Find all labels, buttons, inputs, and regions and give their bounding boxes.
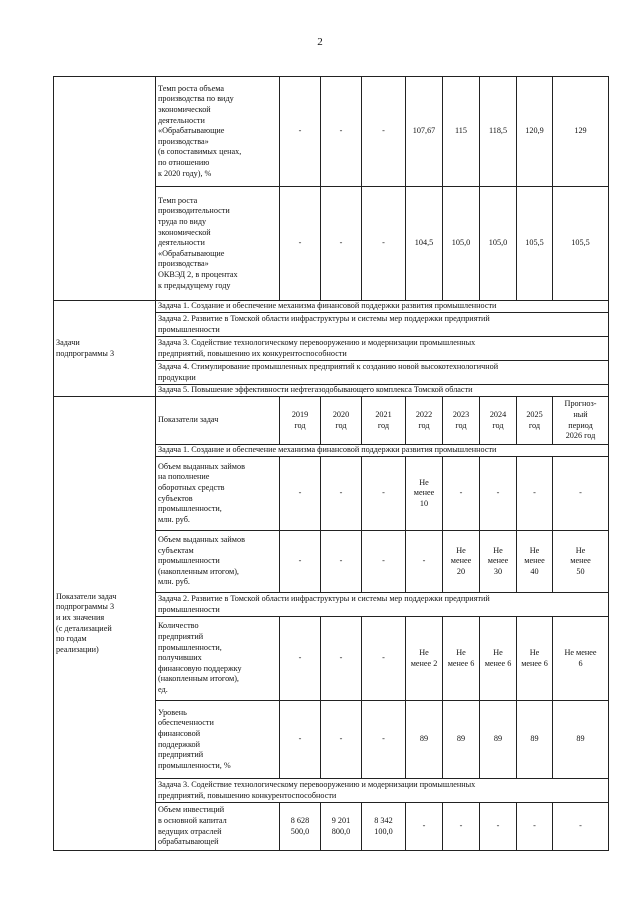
- indicator-name: Объем выданных займов на пополнение оборотных средств субъектов промышленности, млн. руб.: [156, 457, 280, 531]
- value-cell: Не менее 20: [443, 531, 480, 593]
- task-item: Задача 3. Содействие технологическому перевооружению и модернизации промышленных предприятий, повышению их конкурентоспособности: [156, 337, 609, 361]
- value-cell: -: [280, 187, 321, 301]
- value-cell: -: [362, 701, 406, 779]
- value-cell: -: [321, 77, 362, 187]
- indicator-name: Объем инвестиций в основной капитал ведущих отраслей обрабатывающей: [156, 803, 280, 851]
- indicator-name: Темп роста производительности труда по виду экономической деятельности «Обрабатывающие производства» ОКВЭД 2, в процентах к предыдущему году: [156, 187, 280, 301]
- value-cell: -: [362, 77, 406, 187]
- task-heading: Задача 2. Развитие в Томской области инфраструктуры и системы мер поддержки предприятий промышленности: [156, 593, 609, 617]
- indicator-name: Объем выданных займов субъектам промышленности (накопленным итогом), млн. руб.: [156, 531, 280, 593]
- empty-left-cell: [54, 77, 156, 301]
- value-cell: -: [280, 617, 321, 701]
- value-cell: 120,9: [517, 77, 553, 187]
- value-cell: -: [321, 187, 362, 301]
- task-item: Задача 1. Создание и обеспечение механизма финансовой поддержки развития промышленности: [156, 301, 609, 313]
- value-cell: -: [406, 531, 443, 593]
- task-item: Задача 5. Повышение эффективности нефтегазодобывающего комплекса Томской области: [156, 385, 609, 397]
- value-cell: 105,0: [480, 187, 517, 301]
- value-cell: 89: [517, 701, 553, 779]
- table-row: [54, 77, 609, 187]
- value-cell: -: [480, 457, 517, 531]
- task-heading: Задача 1. Создание и обеспечение механизма финансовой поддержки развития промышленности: [156, 445, 609, 457]
- value-cell: 89: [553, 701, 609, 779]
- task-item: Задача 4. Стимулирование промышленных предприятий к созданию новой высокотехнологичной продукции: [156, 361, 609, 385]
- value-cell: 89: [443, 701, 480, 779]
- value-cell: -: [321, 531, 362, 593]
- value-cell: Не менее 6: [553, 617, 609, 701]
- column-header: 2020 год: [321, 397, 362, 445]
- value-cell: Не менее 6: [443, 617, 480, 701]
- column-header: 2021 год: [362, 397, 406, 445]
- page-number: 2: [317, 36, 323, 48]
- value-cell: 115: [443, 77, 480, 187]
- value-cell: -: [517, 457, 553, 531]
- indicator-name: Темп роста объема производства по виду экономической деятельности «Обрабатывающие производства» (в сопоставимых ценах, по отношению к 2020 году), %: [156, 77, 280, 187]
- table-row: [54, 301, 609, 313]
- value-cell: 129: [553, 77, 609, 187]
- column-header: Показатели задач: [156, 397, 280, 445]
- column-header: Прогноз- ный период 2026 год: [553, 397, 609, 445]
- value-cell: -: [480, 803, 517, 851]
- value-cell: -: [280, 531, 321, 593]
- value-cell: -: [280, 77, 321, 187]
- value-cell: -: [280, 457, 321, 531]
- value-cell: Не менее 6: [517, 617, 553, 701]
- value-cell: -: [362, 457, 406, 531]
- table-header-row: [54, 397, 609, 445]
- column-header: 2019 год: [280, 397, 321, 445]
- value-cell: Не менее 30: [480, 531, 517, 593]
- value-cell: -: [321, 457, 362, 531]
- value-cell: -: [553, 803, 609, 851]
- value-cell: 89: [480, 701, 517, 779]
- value-cell: 8 342 100,0: [362, 803, 406, 851]
- indicator-name: Количество предприятий промышленности, получивших финансовую поддержку (накопленным итогом), ед.: [156, 617, 280, 701]
- value-cell: Не менее 40: [517, 531, 553, 593]
- value-cell: -: [443, 457, 480, 531]
- indicator-name: Уровень обеспеченности финансовой поддержкой предприятий промышленности, %: [156, 701, 280, 779]
- value-cell: 105,5: [553, 187, 609, 301]
- value-cell: 105,0: [443, 187, 480, 301]
- value-cell: 8 628 500,0: [280, 803, 321, 851]
- tasks-label: Задачи подпрограммы 3: [54, 301, 156, 397]
- value-cell: 107,67: [406, 77, 443, 187]
- value-cell: -: [443, 803, 480, 851]
- program-table: [53, 76, 609, 851]
- value-cell: -: [362, 617, 406, 701]
- task-item: Задача 2. Развитие в Томской области инфраструктуры и системы мер поддержки предприятий промышленности: [156, 313, 609, 337]
- value-cell: -: [362, 531, 406, 593]
- value-cell: -: [321, 617, 362, 701]
- value-cell: Не менее 10: [406, 457, 443, 531]
- value-cell: -: [517, 803, 553, 851]
- value-cell: -: [280, 701, 321, 779]
- value-cell: Не менее 2: [406, 617, 443, 701]
- value-cell: -: [553, 457, 609, 531]
- value-cell: 118,5: [480, 77, 517, 187]
- value-cell: Не менее 50: [553, 531, 609, 593]
- value-cell: Не менее 6: [480, 617, 517, 701]
- value-cell: 89: [406, 701, 443, 779]
- value-cell: 105,5: [517, 187, 553, 301]
- value-cell: -: [406, 803, 443, 851]
- indicators-label: Показатели задач подпрограммы 3 и их значения (с детализацией по годам реализации): [54, 397, 156, 851]
- value-cell: 9 201 800,0: [321, 803, 362, 851]
- column-header: 2024 год: [480, 397, 517, 445]
- column-header: 2022 год: [406, 397, 443, 445]
- column-header: 2025 год: [517, 397, 553, 445]
- task-heading: Задача 3. Содействие технологическому перевооружению и модернизации промышленных предприятий, повышению конкурентоспособности: [156, 779, 609, 803]
- value-cell: 104,5: [406, 187, 443, 301]
- column-header: 2023 год: [443, 397, 480, 445]
- value-cell: -: [362, 187, 406, 301]
- value-cell: -: [321, 701, 362, 779]
